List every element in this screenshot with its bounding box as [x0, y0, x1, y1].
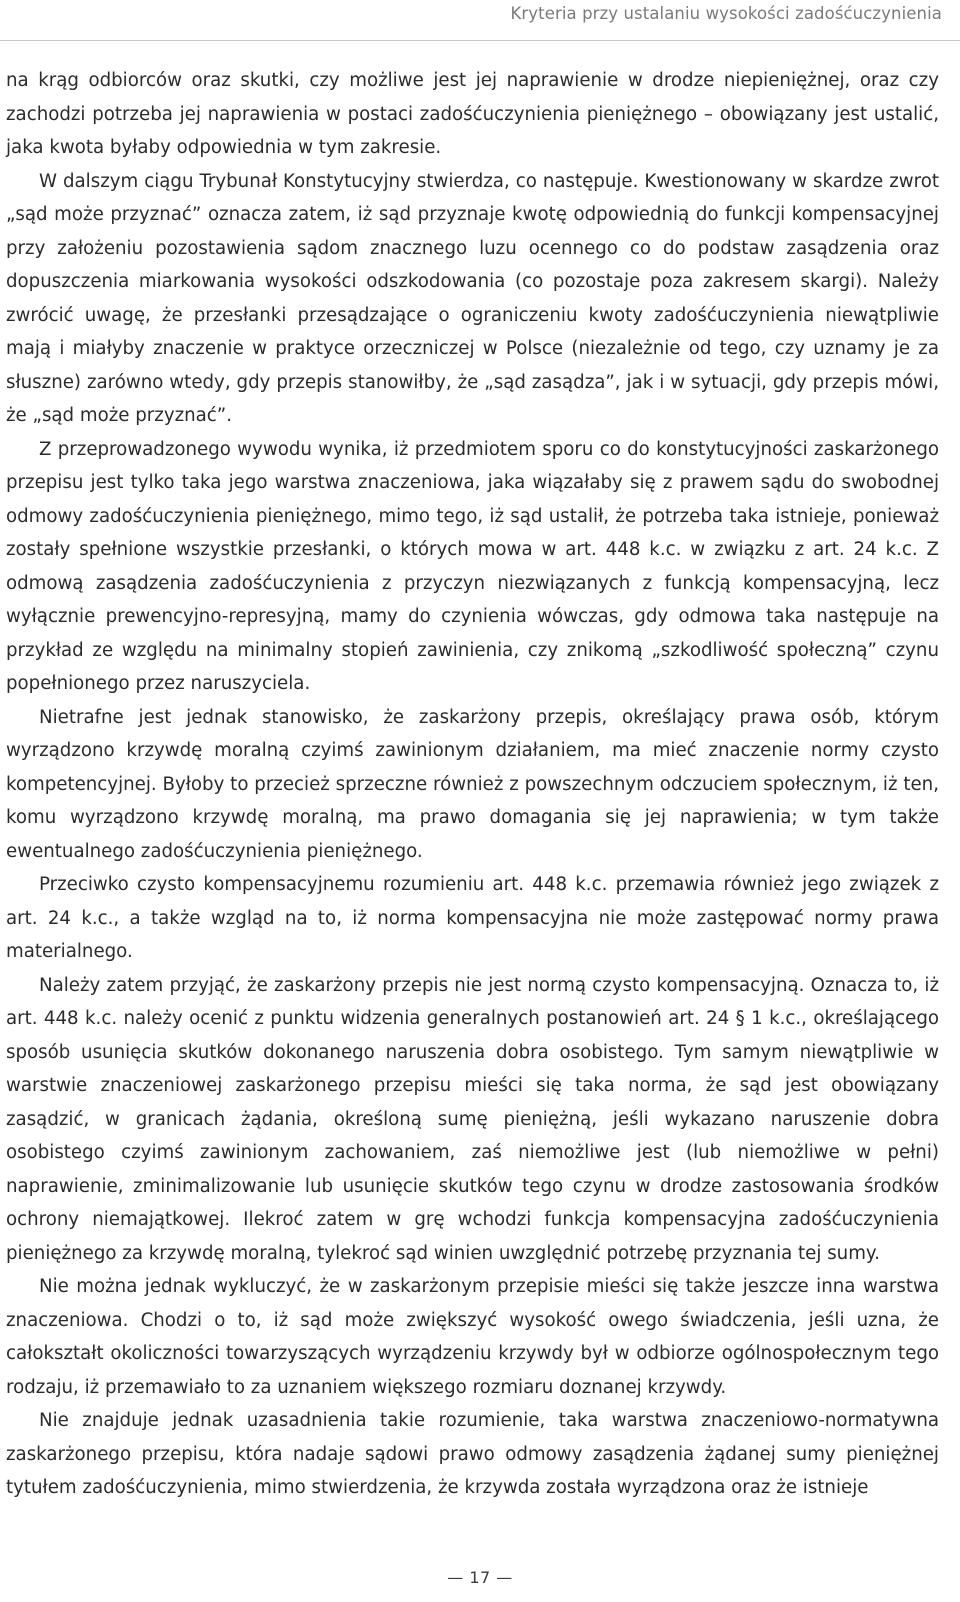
page-body: [6, 64, 939, 1505]
paragraph: Z przeprowadzonego wywodu wynika, iż przedmiotem sporu co do konstytucyjności zaskarżonego przepisu jest tylko taka jego warstwa znaczeniowa, jaka wiązałaby się z prawem sądu do swobodnej odmowy zadośćuczynienia pieniężnego, mimo tego, iż sąd ustalił, że potrzeba taka istnieje, ponieważ zostały spełnione wszystkie przesłanki, o których mowa w art. 448 k.c. w związku z art. 24 k.c. Z odmową zasądzenia zadośćuczynienia z przyczyn niezwiązanych z funkcją kompensacyjną, lecz wyłącznie prewencyjno-represyjną, mamy do czynienia wówczas, gdy odmowa taka następuje na przykład ze względu na minimalny stopień zawinienia, czy znikomą „szkodliwość społeczną” czynu popełnionego przez naruszyciela.: [6, 438, 939, 694]
paragraph: W dalszym ciągu Trybunał Konstytucyjny stwierdza, co następuje. Kwestionowany w skardze zwrot „sąd może przyznać” oznacza zatem, iż sąd przyznaje kwotę odpowiednią do funkcji kompensacyjnej przy założeniu pozostawienia sądom znacznego luzu ocennego co do podstaw zasądzenia oraz dopuszczenia miarkowania wysokości odszkodowania (co pozostaje poza zakresem skargi). Należy zwrócić uwagę, że przesłanki przesądzające o ograniczeniu kwoty zadośćuczynienia niewątpliwie mają i miałyby znaczenie w praktyce orzeczniczej w Polsce (niezależnie od tego, czy uznamy je za słuszne) zarówno wtedy, gdy przepis stanowiłby, że „sąd zasądza”, jak i w sytuacji, gdy przepis mówi, że „sąd może przyznać”.: [6, 170, 939, 426]
paragraph: Nie znajduje jednak uzasadnienia takie rozumienie, taka warstwa znaczeniowo-normatywna zaskarżonego przepisu, która nadaje sądowi prawo odmowy zasądzenia żądanej sumy pieniężnej tytułem zadośćuczynienia, mimo stwierdzenia, że krzywda została wyrządzona oraz że istnieje: [6, 1410, 939, 1498]
running-header: Kryteria przy ustalaniu wysokości zadośćuczynienia: [510, 4, 942, 23]
paragraph: na krąg odbiorców oraz skutki, czy możliwe jest jej naprawienie w drodze niepieniężnej, oraz czy zachodzi potrzeba jej naprawienia w postaci zadośćuczynienia pieniężnego – obowiązany jest ustalić, jaka kwota byłaby odpowiednia w tym zakresie.: [6, 70, 939, 158]
page-number: — 17 —: [447, 1568, 513, 1587]
paragraph: Nie można jednak wykluczyć, że w zaskarżonym przepisie mieści się także jeszcze inna warstwa znaczeniowa. Chodzi o to, iż sąd może zwiększyć wysokość owego świadczenia, jeśli uzna, że całokształt okoliczności towarzyszących wyrządzeniu krzywdy był w odbiorze ogólnospołecznym tego rodzaju, iż przemawiało to za uznaniem większego rozmiaru doznanej krzywdy.: [6, 1276, 939, 1398]
paragraph: Należy zatem przyjąć, że zaskarżony przepis nie jest normą czysto kompensacyjną. Oznacza to, iż art. 448 k.c. należy ocenić z punktu widzenia generalnych postanowień art. 24 § 1 k.c., określającego sposób usunięcia skutków dokonanego naruszenia dobra osobistego. Tym samym niewątpliwie w warstwie znaczeniowej zaskarżonego przepisu mieści się taka norma, że sąd jest obowiązany zasądzić, w granicach żądania, określoną sumę pieniężną, jeśli wykazano naruszenie dobra osobistego czyimś zawinionym zachowaniem, zaś niemożliwe jest (lub niemożliwe w pełni) naprawienie, zminimalizowanie lub usunięcie skutków tego czynu w drodze zastosowania środków ochrony niemajątkowej. Ilekroć zatem w grę wchodzi funkcja kompensacyjna zadośćuczynienia pieniężnego za krzywdę moralną, tylekroć sąd winien uwzględnić potrzebę przyznania tej sumy.: [6, 974, 939, 1264]
paragraph: Nietrafne jest jednak stanowisko, że zaskarżony przepis, określający prawa osób, którym wyrządzono krzywdę moralną czyimś zawinionym działaniem, ma mieć znaczenie normy czysto kompetencyjnej. Byłoby to przecież sprzeczne również z powszechnym odczuciem społecznym, iż ten, komu wyrządzono krzywdę moralną, ma prawo domagania się jej naprawienia; w tym także ewentualnego zadośćuczynienia pieniężnego.: [6, 706, 939, 862]
paragraph: Przeciwko czysto kompensacyjnemu rozumieniu art. 448 k.c. przemawia również jego związek z art. 24 k.c., a także wzgląd na to, iż norma kompensacyjna nie może zastępować normy prawa materialnego.: [6, 874, 939, 962]
header-divider: [0, 40, 960, 41]
